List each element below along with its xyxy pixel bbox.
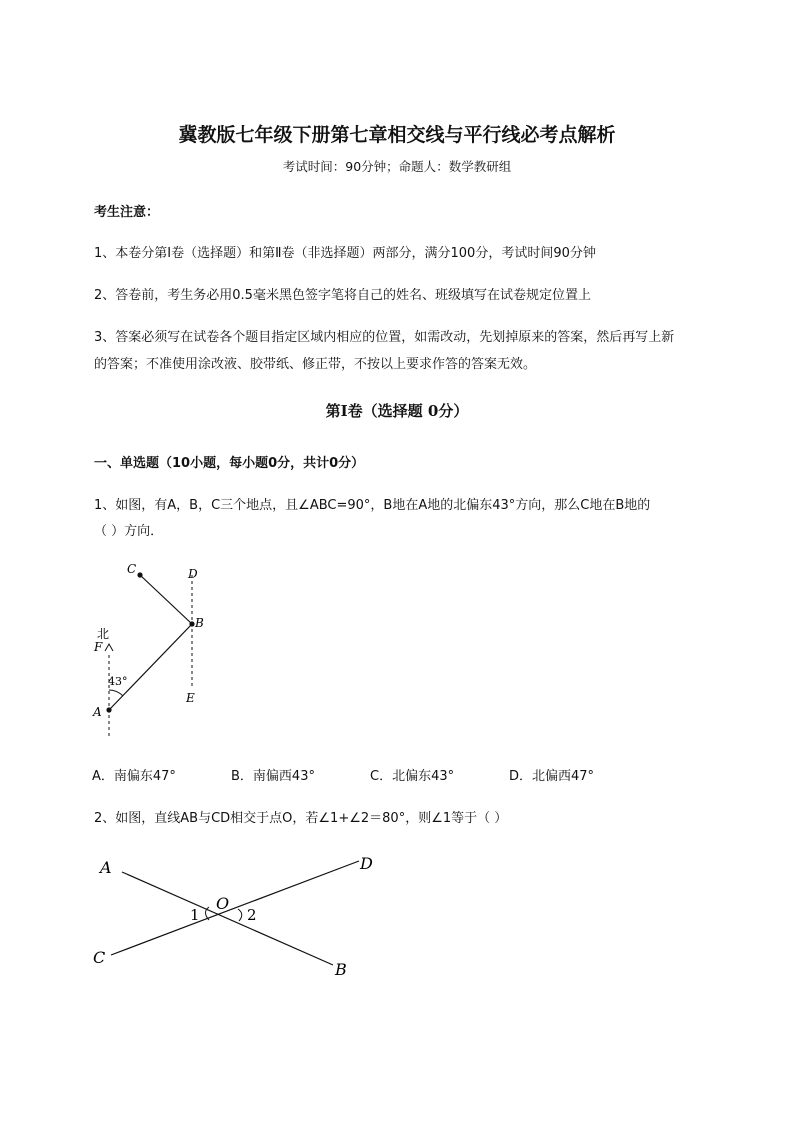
notice-heading: 考生注意： xyxy=(94,205,160,220)
notice-item-1: 1、本卷分第I卷（选择题）和第Ⅱ卷（非选择题）两部分，满分100分，考试时间90分钟 xyxy=(94,246,596,261)
q1-option-a[interactable]: A．南偏东47° xyxy=(92,769,176,784)
point-b xyxy=(189,621,194,626)
notice-item-3: 3、答案必须写在试卷各个题目指定区域内相应的位置，如需改动，先划掉原来的答案，然后再写上新 xyxy=(94,330,675,345)
question-1-text: 1、如图，有A，B，C三个地点，且∠ABC=90°，B地在A地的北偏东43°方向，那么C地在B地的 xyxy=(94,498,651,513)
question-2-text: 2、如图，直线AB与CD相交于点O，若∠1+∠2＝80°，则∠1等于（ ） xyxy=(94,811,508,826)
label-2: 2 xyxy=(247,906,257,924)
segment-bc xyxy=(140,575,192,624)
label-c: C xyxy=(93,948,106,967)
question-1-figure xyxy=(85,555,225,745)
label-b: B xyxy=(335,960,347,979)
exam-info: 考试时间：90分钟；命题人：数学教研组 xyxy=(282,159,512,174)
label-e: E xyxy=(186,691,195,705)
line-ab xyxy=(122,872,333,965)
angle-2-arc xyxy=(238,909,242,921)
label-a: A xyxy=(93,705,102,719)
notice-item-3-cont: 的答案；不准使用涂改液、胶带纸、修正带，不按以上要求作答的答案无效。 xyxy=(94,357,537,372)
segment-ab xyxy=(109,624,192,710)
north-arrow-icon xyxy=(105,644,113,651)
label-angle-43: 43° xyxy=(108,675,128,688)
line-cd xyxy=(111,861,359,955)
label-d: D xyxy=(188,567,198,581)
section-title: 第I卷（选择题 0分） xyxy=(325,402,469,420)
q1-option-c[interactable]: C．北偏东43° xyxy=(370,769,455,784)
notice-item-2: 2、答卷前，考生务必用0.5毫米黑色签字笔将自己的姓名、班级填写在试卷规定位置上 xyxy=(94,288,591,303)
question-2-figure xyxy=(85,845,395,985)
label-a: A xyxy=(100,858,112,877)
label-north: 北 xyxy=(97,627,110,641)
label-d: D xyxy=(360,854,373,873)
label-f: F xyxy=(94,640,103,654)
angle-arc xyxy=(109,690,123,696)
point-a xyxy=(106,707,111,712)
label-o: O xyxy=(216,894,230,913)
part-heading: 一、单选题（10小题，每小题0分，共计0分） xyxy=(94,456,365,471)
point-c xyxy=(137,572,142,577)
page-title: 冀教版七年级下册第七章相交线与平行线必考点解析 xyxy=(178,124,616,146)
label-1: 1 xyxy=(190,906,200,924)
q1-option-d[interactable]: D．北偏西47° xyxy=(509,769,595,784)
q1-option-b[interactable]: B．南偏西43° xyxy=(231,769,315,784)
label-c: C xyxy=(127,562,137,576)
question-1-text-cont: （ ）方向． xyxy=(94,524,164,539)
label-b: B xyxy=(195,616,204,630)
